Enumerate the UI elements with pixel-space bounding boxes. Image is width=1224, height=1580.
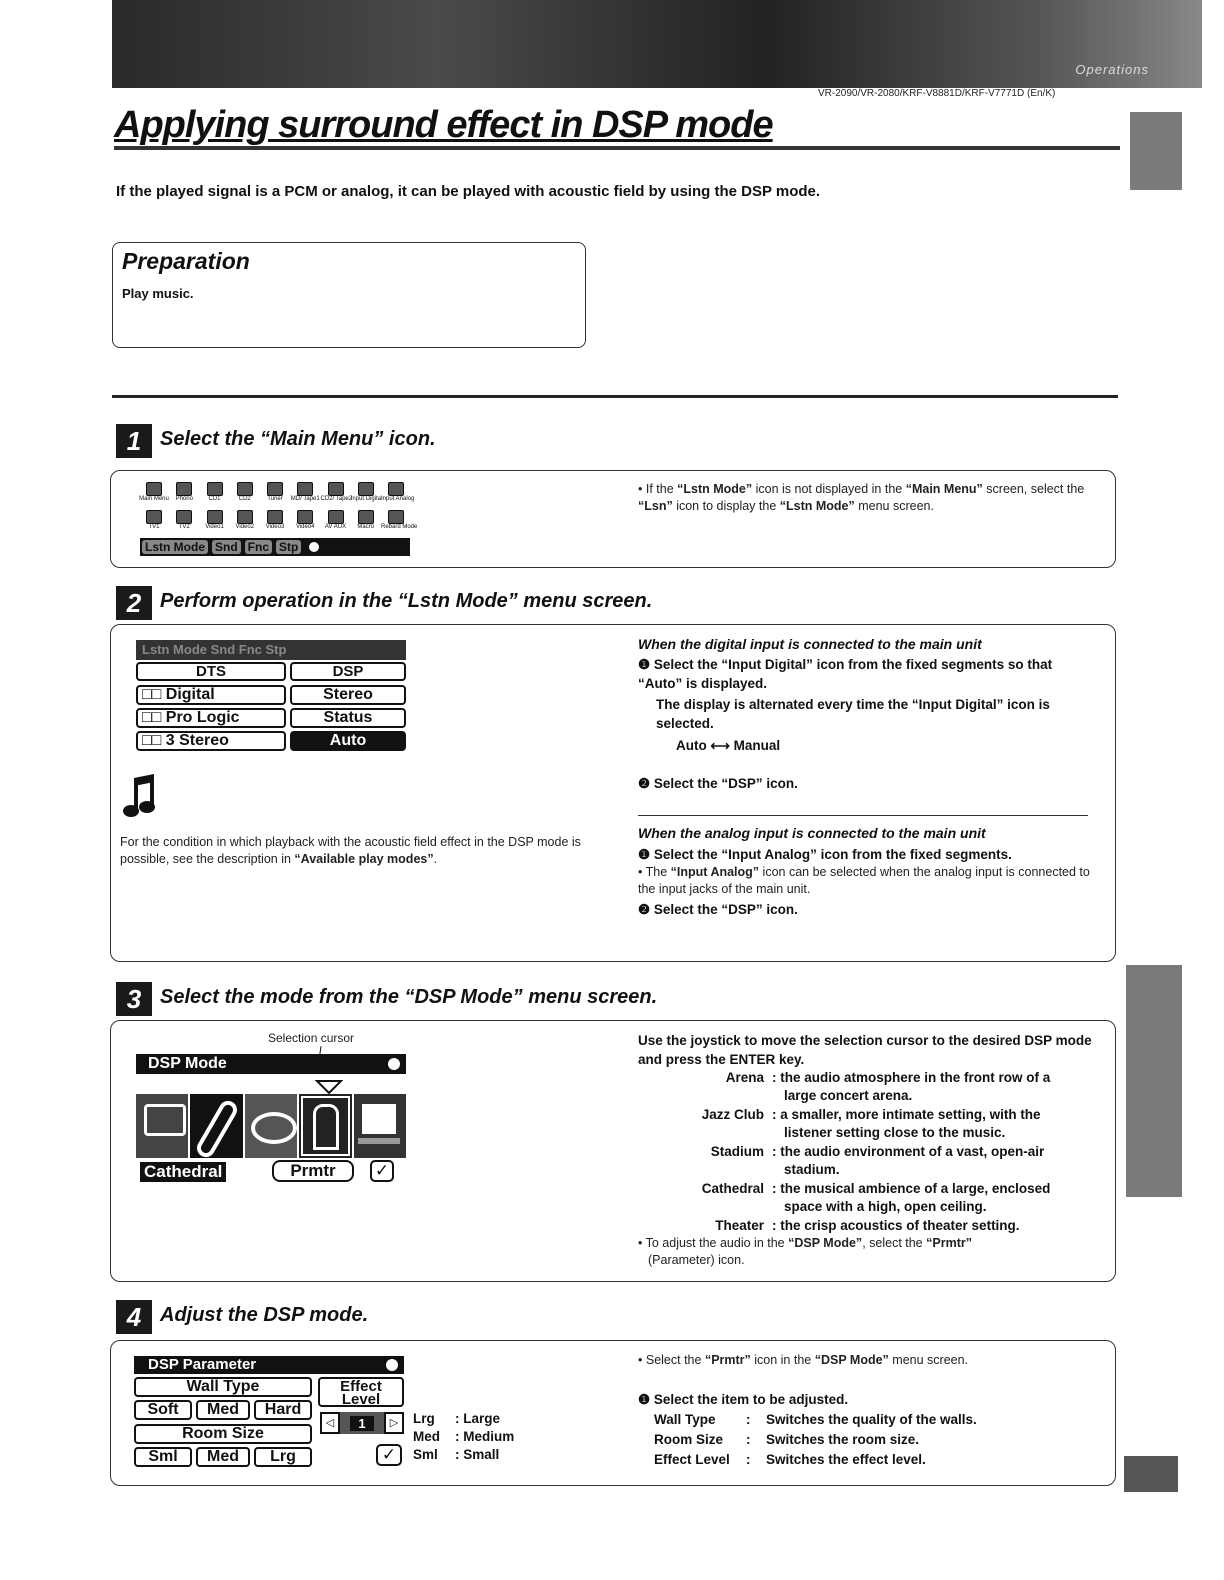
step-1-note: • If the “Lstn Mode” icon is not displayed in the “Main Menu” screen, select the “Lsn” icon to display the “Lstn Mode” menu screen.: [638, 482, 1085, 513]
fnc-tab[interactable]: Fnc: [245, 540, 272, 554]
circled-2-icon: ❷: [638, 902, 654, 917]
source-icon: [328, 510, 344, 524]
indicator-dot-icon: [309, 542, 319, 552]
effect-level-label: Effect Level: [318, 1377, 404, 1407]
status-button[interactable]: Status: [290, 708, 406, 728]
source-icon: [146, 482, 162, 496]
menu-icon-label: CD2: [238, 496, 251, 502]
theater-icon[interactable]: [354, 1094, 406, 1158]
parameter-list: [654, 1410, 977, 1470]
parameter-row: Wall Type : Switches the quality of the walls.: [654, 1412, 977, 1427]
header-banner: [112, 0, 1202, 88]
menu-icon-label: Macro: [357, 524, 375, 530]
section-rule: [112, 395, 1118, 398]
bullet-icon: •: [638, 1353, 646, 1367]
dsp-parameter-screen: [134, 1356, 408, 1468]
legend-row: Sml : Small: [413, 1447, 500, 1462]
digital-subhead: When the digital input is connected to the main unit: [638, 636, 982, 652]
parameter-row: Effect Level : Switches the effect level.: [654, 1452, 926, 1467]
menu-icon-label: MD/ Tape1: [290, 496, 320, 502]
stereo-button[interactable]: Stereo: [290, 685, 406, 705]
bullet-icon: •: [638, 865, 646, 879]
wall-med-button[interactable]: Med: [196, 1400, 250, 1420]
lstn-mode-screen: [136, 640, 410, 752]
dsp-mode-desc: : a smaller, more intimate setting, with the: [772, 1107, 1041, 1122]
menu-icon-label: Main Menu: [139, 496, 169, 502]
parameter-row: Room Size : Switches the room size.: [654, 1432, 920, 1447]
menu-icon-label: TV2: [178, 524, 190, 530]
digital-alternation: Auto ⟷ Manual: [676, 738, 781, 753]
intro-text: If the played signal is a PCM or analog, it can be played with acoustic field by using the DSP mode.: [116, 183, 821, 200]
snd-tab[interactable]: Snd: [212, 540, 241, 554]
lstn-mode-tab[interactable]: Lstn Mode: [142, 540, 208, 554]
step-4-note: • Select the “Prmtr” icon in the “DSP Mode” menu screen.: [638, 1353, 969, 1367]
step-2-title: Perform operation in the “Lstn Mode” menu screen.: [160, 590, 653, 612]
model-line: VR-2090/VR-2080/KRF-V8881D/KRF-V7771D (En/K): [818, 88, 1056, 99]
source-icon: [328, 482, 344, 496]
menu-icon[interactable]: [140, 510, 168, 534]
banner-tag: Operations: [1075, 62, 1149, 77]
menu-icon[interactable]: [291, 482, 319, 506]
double-arrow-icon: ⟷: [710, 738, 730, 753]
menu-icon[interactable]: [231, 510, 259, 534]
menu-icon[interactable]: [381, 482, 415, 506]
menu-icon-label: Video3: [265, 524, 285, 530]
menu-icon-label: CD2/ Tape2: [320, 496, 353, 502]
source-icon: [358, 510, 374, 524]
menu-icon-label: CD1: [208, 496, 221, 502]
3-stereo-button[interactable]: □□ 3 Stereo: [136, 731, 286, 751]
decrease-arrow-icon[interactable]: ◁: [320, 1412, 340, 1434]
arena-icon[interactable]: [136, 1094, 188, 1158]
menu-icon-label: Video1: [205, 524, 224, 530]
dsp-mode-list: [638, 1069, 1098, 1237]
dsp-mode-desc: : the musical ambience of a large, enclosed: [772, 1181, 1051, 1196]
current-mode-label: Cathedral: [140, 1162, 226, 1182]
analog-step-1: ❶ Select the “Input Analog” icon from the fixed segments.: [638, 847, 1012, 862]
step-3-intro: Use the joystick to move the selection cursor to the desired DSP mode and press the ENTER key.: [638, 1033, 1092, 1067]
source-icon: [176, 510, 192, 524]
menu-icon[interactable]: [320, 482, 353, 506]
source-icon: [176, 482, 192, 496]
dsp-mode-icons: [136, 1094, 406, 1158]
dsp-mode-desc-cont: space with a high, open ceiling.: [784, 1199, 987, 1214]
increase-arrow-icon[interactable]: ▷: [384, 1412, 404, 1434]
source-icon: [207, 510, 223, 524]
menu-icon[interactable]: [170, 510, 198, 534]
circled-1-icon: ❶: [638, 1392, 654, 1407]
wall-type-label: Wall Type: [134, 1377, 312, 1397]
music-note-icon: [122, 774, 158, 820]
dsp-mode-screen: [136, 1054, 408, 1184]
menu-icon[interactable]: [140, 482, 168, 506]
menu-icon-label: AV AUX: [324, 524, 347, 530]
main-menu-bar: [140, 538, 410, 556]
size-legend: [413, 1410, 514, 1464]
page-title: Applying surround effect in DSP mode: [114, 104, 773, 146]
menu-icon[interactable]: [381, 510, 418, 534]
preparation-text: Play music.: [122, 286, 194, 301]
jazz-club-icon[interactable]: [190, 1094, 242, 1158]
step-4-number: 4: [116, 1300, 152, 1334]
cursor-label: Selection cursor: [268, 1031, 355, 1045]
side-tab-bottom: [1124, 1456, 1178, 1492]
menu-icon[interactable]: [322, 510, 350, 534]
dsp-mode-item: [638, 1180, 1098, 1217]
dsp-mode-desc-cont: listener setting close to the music.: [784, 1125, 1006, 1140]
digital-step-1b: The display is alternated every time the “Input Digital” icon is selected.: [656, 697, 1050, 731]
source-icon: [207, 482, 223, 496]
dsp-mode-desc-cont: large concert arena.: [784, 1088, 913, 1103]
dsp-mode-name: Cathedral: [701, 1181, 764, 1196]
digital-step-1: ❶ Select the “Input Digital” icon from the fixed segments so that “Auto” is displayed.: [638, 657, 1053, 691]
dsp-mode-name: Stadium: [710, 1144, 764, 1159]
menu-icon[interactable]: [261, 510, 289, 534]
step-3-title: Select the mode from the “DSP Mode” menu screen.: [160, 986, 658, 1008]
menu-icon-label: Input Analog: [381, 496, 415, 502]
step-1-title: Select the “Main Menu” icon.: [160, 428, 436, 450]
indicator-dot-icon: [388, 1058, 400, 1070]
step-4-title: Adjust the DSP mode.: [160, 1304, 369, 1326]
legend-row: Med : Medium: [413, 1429, 515, 1444]
dsp-mode-item: [638, 1069, 1098, 1106]
dsp-mode-item: [638, 1106, 1098, 1143]
menu-icon[interactable]: [352, 510, 380, 534]
analog-note: • The “Input Analog” icon can be selected when the analog input is connected to the input jacks of the main unit.: [638, 865, 1090, 896]
title-rule: [114, 146, 1120, 150]
circled-2-icon: ❷: [638, 776, 654, 791]
menu-icon[interactable]: [170, 482, 198, 506]
source-icon: [237, 482, 253, 496]
pro-logic-button[interactable]: □□ Pro Logic: [136, 708, 286, 728]
menu-icon-label: Video2: [235, 524, 255, 530]
check-icon[interactable]: ✓: [370, 1160, 394, 1182]
source-icon: [237, 510, 253, 524]
menu-icon-label: TV1: [148, 524, 160, 530]
menu-icon[interactable]: [291, 510, 319, 534]
source-icon: [388, 510, 404, 524]
wall-hard-button[interactable]: Hard: [254, 1400, 312, 1420]
step-1-number: 1: [116, 424, 152, 458]
check-icon[interactable]: ✓: [376, 1444, 402, 1466]
dsp-button[interactable]: DSP: [290, 662, 406, 681]
effect-level-control: [320, 1412, 404, 1434]
room-med-button[interactable]: Med: [196, 1447, 250, 1467]
divider: [638, 815, 1088, 816]
dsp-mode-desc-cont: stadium.: [784, 1162, 840, 1177]
dsp-mode-item: [638, 1217, 1098, 1237]
source-icon: [297, 482, 313, 496]
source-icon: [388, 482, 404, 496]
menu-icon-label: Tuner: [267, 496, 283, 502]
menu-icon[interactable]: [201, 510, 229, 534]
step-3-note: • To adjust the audio in the “DSP Mode”, select the “Prmtr” (Parameter) icon.: [638, 1236, 972, 1267]
room-size-label: Room Size: [134, 1424, 312, 1444]
dts-button[interactable]: DTS: [136, 662, 286, 681]
cathedral-icon[interactable]: [299, 1094, 351, 1158]
analog-subhead: When the analog input is connected to the main unit: [638, 825, 986, 841]
menu-icon[interactable]: [261, 482, 289, 506]
dsp-mode-desc: : the crisp acoustics of theater setting.: [772, 1218, 1020, 1233]
prmtr-button[interactable]: Prmtr: [272, 1160, 354, 1182]
stadium-icon[interactable]: [245, 1094, 297, 1158]
menu-icon-label: Rebard Mode: [381, 524, 418, 530]
dsp-mode-name: Theater: [715, 1218, 764, 1233]
indicator-dot-icon: [386, 1359, 398, 1371]
selection-cursor-icon: [316, 1080, 342, 1094]
auto-button[interactable]: Auto: [290, 731, 406, 751]
menu-icon[interactable]: [350, 482, 383, 506]
analog-step-2: ❷ Select the “DSP” icon.: [638, 902, 798, 917]
source-icon: [146, 510, 162, 524]
source-icon: [267, 482, 283, 496]
dsp-mode-desc: : the audio atmosphere in the front row of a: [772, 1070, 1051, 1085]
lstn-mode-header: Lstn Mode Snd Fnc Stp: [136, 640, 406, 660]
side-tab-top: [1130, 112, 1182, 190]
circled-1-icon: ❶: [638, 847, 654, 862]
room-lrg-button[interactable]: Lrg: [254, 1447, 312, 1467]
legend-row: Lrg : Large: [413, 1411, 501, 1426]
menu-icon[interactable]: [231, 482, 259, 506]
dsp-parameter-header: DSP Parameter: [134, 1356, 404, 1374]
step-3-number: 3: [116, 982, 152, 1016]
dsp-mode-desc: : the audio environment of a vast, open-air: [772, 1144, 1045, 1159]
dsp-mode-item: [638, 1143, 1098, 1180]
dsp-mode-name: Arena: [725, 1070, 764, 1085]
bullet-icon: •: [638, 1236, 646, 1250]
bullet-icon: •: [638, 482, 646, 496]
preparation-title: Preparation: [122, 248, 250, 274]
step-4-item-head: ❶ Select the item to be adjusted.: [638, 1392, 849, 1407]
menu-icon-label: Phono: [175, 496, 193, 502]
source-icon: [358, 482, 374, 496]
effect-level-value: 1: [350, 1416, 373, 1431]
wall-soft-button[interactable]: Soft: [134, 1400, 192, 1420]
side-tab-middle: [1126, 965, 1182, 1197]
step-2-number: 2: [116, 586, 152, 620]
stp-tab[interactable]: Stp: [276, 540, 301, 554]
step-2-note: For the condition in which playback with the acoustic field effect in the DSP mode is possible, see the description in “Available play modes”.: [120, 835, 581, 866]
main-menu-screen: [140, 480, 416, 558]
menu-icon-label: Input Digital: [350, 496, 383, 502]
digital-step-2: ❷ Select the “DSP” icon.: [638, 776, 798, 791]
source-icon: [267, 510, 283, 524]
dsp-mode-name: Jazz Club: [701, 1107, 764, 1122]
room-sml-button[interactable]: Sml: [134, 1447, 192, 1467]
digital-button[interactable]: □□ Digital: [136, 685, 286, 705]
source-icon: [297, 510, 313, 524]
menu-icon[interactable]: [201, 482, 229, 506]
menu-icon-label: Video4: [295, 524, 315, 530]
circled-1-icon: ❶: [638, 657, 654, 672]
dsp-mode-header: DSP Mode: [136, 1054, 406, 1074]
